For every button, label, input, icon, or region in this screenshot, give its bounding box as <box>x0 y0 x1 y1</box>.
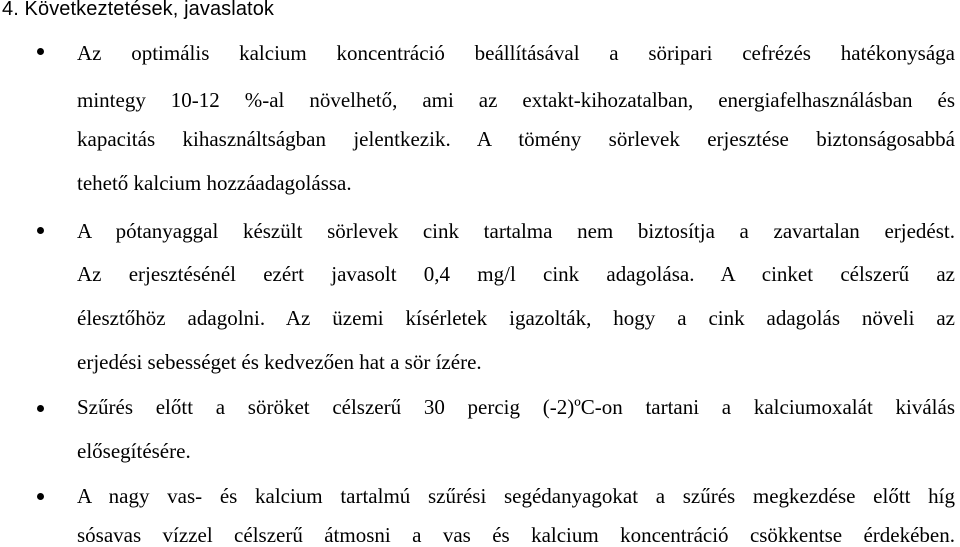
paragraph-line: kapacitás kihasználtságban jelentkezik. A tömény sörlevek erjesztése biztonságosabbá <box>77 127 955 151</box>
section-heading: 4. Következtetések, javaslatok <box>2 0 275 20</box>
paragraph-line: Az erjesztésénél ezért javasolt 0,4 mg/l cink adagolása. A cinket célszerű az <box>77 262 955 286</box>
paragraph-line: Szűrés előtt a söröket célszerű 30 percig (-2)ºC-on tartani a kalciumoxalát kiválás <box>77 395 955 419</box>
paragraph-line: A nagy vas- és kalcium tartalmú szűrési segédanyagokat a szűrés megkezdése előtt híg <box>77 484 955 508</box>
bullet-marker <box>37 48 47 58</box>
paragraph-line: Az optimális kalcium koncentráció beállításával a söripari cefrézés hatékonysága <box>77 41 955 65</box>
paragraph-line: erjedési sebességet és kedvezően hat a sör ízére. <box>77 350 482 374</box>
paragraph-line: élesztőhöz adagolni. Az üzemi kísérletek igazolták, hogy a cink adagolás növeli az <box>77 306 955 330</box>
paragraph-line: A pótanyaggal készült sörlevek cink tartalma nem biztosítja a zavartalan erjedést. <box>77 219 955 243</box>
paragraph-line: mintegy 10-12 %-al növelhető, ami az extakt-kihozatalban, energiafelhasználásban és <box>77 88 955 112</box>
paragraph-line: elősegítésére. <box>77 439 191 463</box>
bullet-marker <box>37 405 47 415</box>
paragraph-line: sósavas vízzel célszerű átmosni a vas és kalcium koncentráció csökkentse érdekében. <box>77 523 955 547</box>
bullet-marker <box>37 227 47 237</box>
paragraph-line: tehető kalcium hozzáadagolássa. <box>77 171 352 195</box>
bullet-marker <box>37 493 47 503</box>
